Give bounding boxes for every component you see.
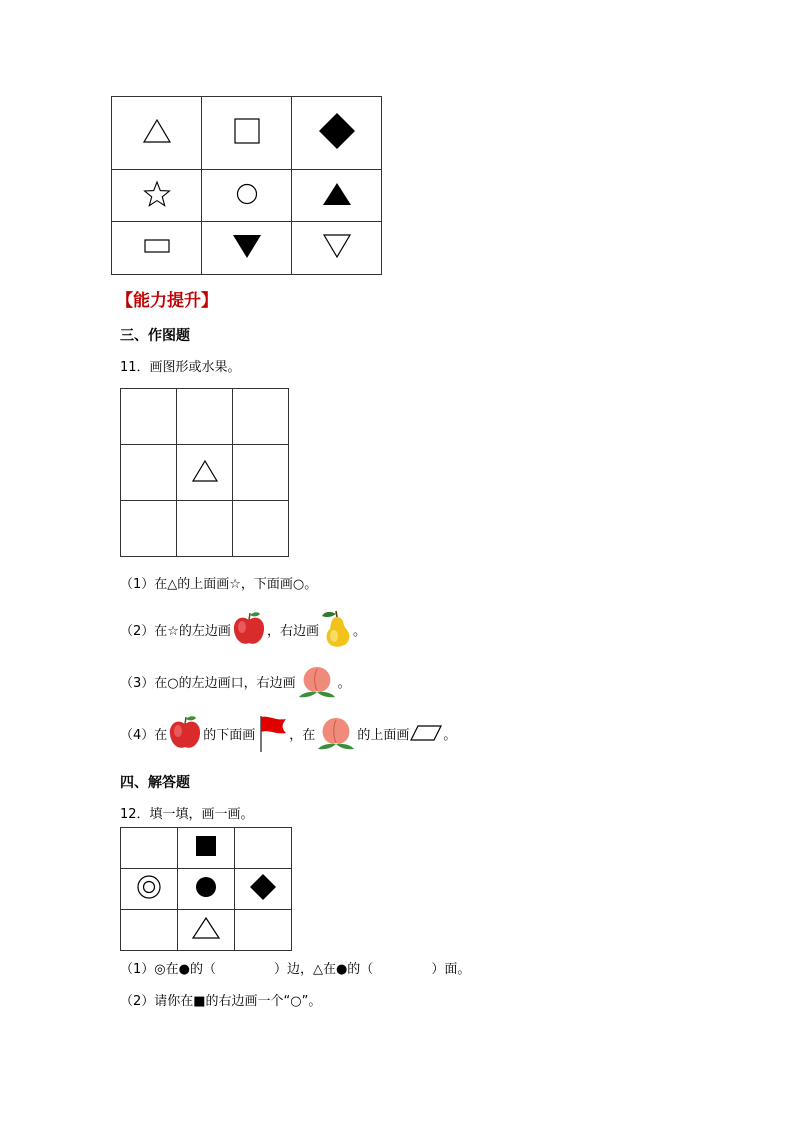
square-outline-icon [233, 117, 261, 145]
grid-cell[interactable] [121, 869, 178, 910]
q11-line4-text-c: ，在 [289, 727, 316, 743]
diamond-filled-icon [318, 112, 356, 150]
triangle-outline-icon [191, 459, 219, 483]
square-filled-icon [195, 835, 217, 857]
grid-cell[interactable] [121, 910, 178, 951]
grid-cell[interactable] [121, 828, 178, 869]
grid-cell [112, 170, 202, 222]
grid-cell[interactable] [177, 445, 233, 501]
q12-line1-text-b: ）边，△在●的（ [273, 962, 374, 977]
q11-line2 [120, 610, 366, 648]
pear-icon [319, 609, 353, 649]
q12-line1 [120, 958, 470, 977]
apple-icon [231, 610, 267, 648]
q11-line2-text-c: 。 [352, 623, 366, 639]
q12-line2: （2）请你在■的右边画一个“○”。 [120, 994, 322, 1009]
q11-line1: （1）在△的上面画☆，下面画○。 [120, 577, 318, 592]
grid-cell[interactable] [235, 910, 292, 951]
triangle-filled-icon [322, 182, 352, 206]
triangle-down-filled-icon [232, 233, 262, 259]
grid-cell [202, 97, 292, 170]
section4-title: 四、解答题 [120, 775, 190, 791]
grid-cell[interactable] [121, 501, 177, 557]
grid-cell[interactable] [121, 445, 177, 501]
peach-icon [315, 714, 357, 752]
parallelogram-icon [409, 724, 443, 742]
flag-icon [255, 713, 289, 753]
star-outline-icon [143, 180, 171, 208]
q12-grid [120, 827, 292, 951]
apple-icon [167, 714, 203, 752]
grid-cell [202, 170, 292, 222]
grid-cell[interactable] [121, 389, 177, 445]
diamond-filled-icon [249, 873, 277, 901]
q11-line4-text-b: 的下面画 [203, 727, 256, 743]
grid-cell [292, 170, 382, 222]
q11-line4-text-e: 。 [443, 727, 457, 743]
q11-line4-text-d: 的上面画 [357, 727, 410, 743]
grid-cell [202, 222, 292, 275]
triangle-outline-icon [191, 916, 221, 940]
grid-cell[interactable] [177, 389, 233, 445]
grid-cell[interactable] [233, 445, 289, 501]
q11-line2-text-a: （2）在☆的左边画 [120, 623, 231, 639]
q11-line2-text-b: ，右边画 [266, 623, 319, 639]
grid-cell[interactable] [178, 910, 235, 951]
peach-icon [296, 663, 338, 699]
grid-cell [112, 97, 202, 170]
q12-line1-text-a: （1）◎在●的（ [120, 962, 216, 977]
q12-line1-text-c: ）面。 [431, 962, 471, 977]
q11-line4-text-a: （4）在 [120, 727, 168, 743]
grid-cell[interactable] [177, 501, 233, 557]
grid-cell [292, 97, 382, 170]
q11-line3-text-c: 。 [337, 675, 351, 691]
q12-prompt: 12．填一填，画一画。 [120, 807, 254, 822]
grid-cell [112, 222, 202, 275]
grid-cell[interactable] [178, 869, 235, 910]
q11-line3 [120, 662, 351, 700]
q11-grid [120, 388, 289, 557]
circle-filled-icon [195, 876, 217, 898]
shapes-grid-top [111, 96, 382, 275]
q11-line4 [120, 713, 456, 753]
double-circle-icon [136, 874, 162, 900]
grid-cell[interactable] [233, 501, 289, 557]
grid-cell[interactable] [233, 389, 289, 445]
grid-cell[interactable] [235, 869, 292, 910]
grid-cell[interactable] [178, 828, 235, 869]
q11-line3-text-a: （3）在○的左边画口，右边画 [120, 675, 296, 691]
triangle-down-outline-icon [322, 233, 352, 259]
circle-outline-icon [235, 182, 259, 206]
rectangle-outline-icon [143, 238, 171, 254]
grid-cell [292, 222, 382, 275]
section3-title: 三、作图题 [120, 328, 190, 344]
grid-cell[interactable] [235, 828, 292, 869]
triangle-outline-icon [142, 118, 172, 144]
q11-prompt: 11．画图形或水果。 [120, 360, 241, 375]
ability-heading: 【能力提升】 [116, 291, 218, 311]
